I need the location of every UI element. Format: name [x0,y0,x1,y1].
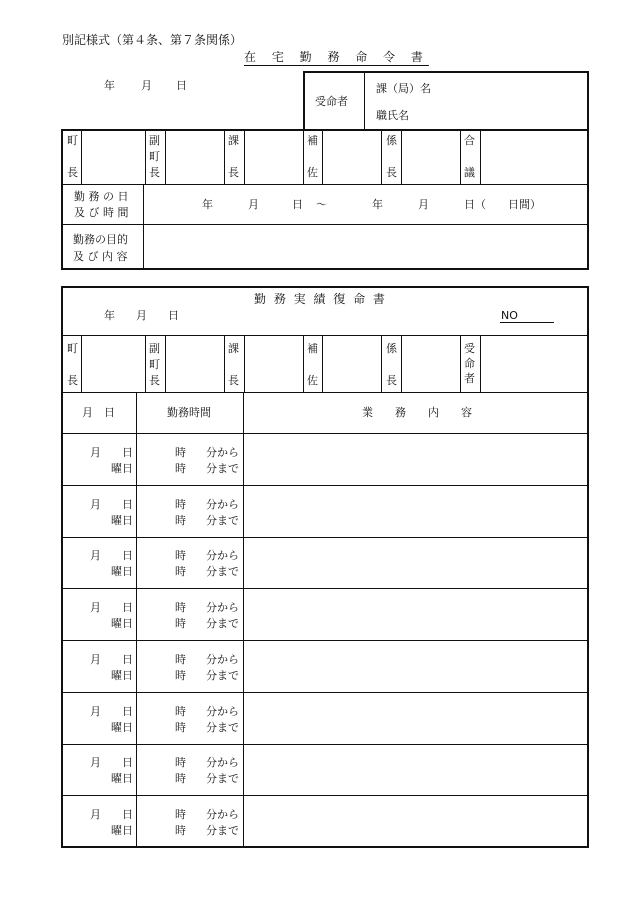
row-weekday: 曜日 [111,772,133,785]
row-from: 分から [206,808,239,821]
row-month: 月 [90,705,101,718]
row-from: 分から [206,446,239,459]
col-header-hours: 勤務時間 [167,406,211,419]
row-month: 月 [90,446,101,459]
recipient-label: 受命者 [315,95,348,108]
row-day: 日 [122,705,133,718]
row-day: 日 [122,756,133,769]
report-approver-assistant: 補 佐 [307,342,318,387]
report-approver-mayor: 町 長 [67,342,78,387]
work-days-count: 日間） [508,198,541,211]
content-cell[interactable] [244,589,588,640]
row-until: 分まで [206,565,239,578]
row-until: 分まで [206,514,239,527]
order-approver-mayor: 町 長 [67,134,78,179]
report-title: 勤 務 実 績 復 命 書 [254,292,387,306]
row-weekday: 曜日 [111,617,133,630]
work-days-label-2: 及 び 時 間 [74,206,129,219]
row-until: 分まで [206,721,239,734]
content-cell[interactable] [244,693,588,744]
col-header-date: 月 日 [82,406,115,419]
row-hour-from: 時 [175,705,186,718]
report-approver-subsection-chief: 係 長 [386,342,397,387]
row-day: 日 [122,653,133,666]
row-day: 日 [122,446,133,459]
row-from: 分から [206,601,239,614]
row-hour-from: 時 [175,808,186,821]
work-days-month-1: 月 [248,198,259,211]
row-from: 分から [206,653,239,666]
row-hour-from: 時 [175,653,186,666]
row-hour-until: 時 [175,565,186,578]
col-header-content: 業 務 内 容 [362,406,472,419]
dept-label: 課（局）名 [376,82,431,95]
row-from: 分から [206,756,239,769]
row-until: 分まで [206,772,239,785]
row-month: 月 [90,653,101,666]
row-day: 日 [122,808,133,821]
work-days-year-1: 年 [202,198,213,211]
row-weekday: 曜日 [111,824,133,837]
row-until: 分まで [206,669,239,682]
report-no-label: NO [501,309,518,322]
row-hour-until: 時 [175,721,186,734]
row-hour-from: 時 [175,756,186,769]
content-cell[interactable] [244,796,588,847]
content-cell[interactable] [244,434,588,485]
row-month: 月 [90,601,101,614]
row-until: 分まで [206,617,239,630]
row-month: 月 [90,756,101,769]
order-date-month: 月 [141,79,152,92]
order-approver-section-chief: 課 長 [228,134,239,179]
row-month: 月 [90,549,101,562]
row-hour-until: 時 [175,617,186,630]
row-day: 日 [122,549,133,562]
order-approver-assistant: 補 佐 [307,134,318,179]
row-weekday: 曜日 [111,721,133,734]
report-date-year: 年 [104,309,115,322]
purpose-label-2: 及 び 内 容 [73,250,128,263]
row-hour-from: 時 [175,549,186,562]
order-date-day: 日 [176,79,187,92]
row-from: 分から [206,498,239,511]
row-hour-until: 時 [175,772,186,785]
content-cell[interactable] [244,538,588,589]
row-until: 分まで [206,824,239,837]
report-approver-vice-mayor: 副 町 長 [149,342,160,387]
row-hour-until: 時 [175,824,186,837]
row-hour-until: 時 [175,514,186,527]
name-label: 職氏名 [376,109,409,122]
work-days-year-2: 年 [372,198,383,211]
page-title: 在 宅 勤 務 命 令 書 [244,50,429,64]
row-weekday: 曜日 [111,669,133,682]
row-weekday: 曜日 [111,514,133,527]
purpose-label: 勤務の目的 [73,233,128,246]
report-approver-section-chief: 課 長 [228,342,239,387]
row-from: 分から [206,549,239,562]
form-note: 別記様式（第４条、第７条関係） [62,33,243,47]
report-date-month: 月 [136,309,147,322]
row-month: 月 [90,808,101,821]
row-day: 日 [122,601,133,614]
content-cell[interactable] [244,745,588,796]
row-weekday: 曜日 [111,462,133,475]
content-cell[interactable] [244,486,588,537]
row-hour-from: 時 [175,601,186,614]
row-hour-from: 時 [175,498,186,511]
row-until: 分まで [206,462,239,475]
order-approver-vice-mayor: 副 町 長 [149,134,160,179]
order-approver-consultation: 合 議 [464,134,475,179]
row-hour-until: 時 [175,669,186,682]
work-days-day-2: 日（ [464,198,486,211]
row-day: 日 [122,498,133,511]
row-hour-from: 時 [175,446,186,459]
report-no-underline [500,322,554,323]
order-date-year: 年 [104,79,115,92]
work-days-day-1: 日 [292,198,303,211]
row-hour-until: 時 [175,462,186,475]
report-date-day: 日 [168,309,179,322]
work-days-tilde: ～ [316,198,327,211]
work-days-month-2: 月 [418,198,429,211]
content-cell[interactable] [244,641,588,692]
work-days-label: 勤 務 の 日 [74,190,129,203]
row-from: 分から [206,705,239,718]
order-approver-subsection-chief: 係 長 [386,134,397,179]
row-weekday: 曜日 [111,565,133,578]
row-month: 月 [90,498,101,511]
report-approver-recipient: 受 命 者 [464,342,475,385]
